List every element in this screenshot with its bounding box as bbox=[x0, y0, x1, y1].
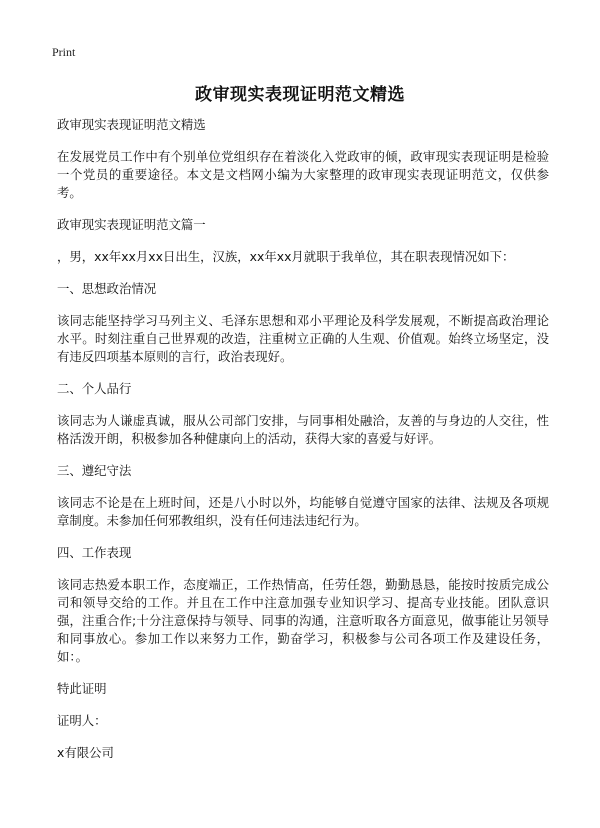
company-name: x有限公司 bbox=[57, 745, 114, 760]
political-paragraph: 该同志能坚持学习马列主义、毛泽东思想和邓小平理论及科学发展观，不断提高政治理论水平。时刻注重自己世界观的改造，注重树立正确的人生观、价值观。始终立场坚定，没有违反四项基本原则的言行，政治表现好。 bbox=[57, 313, 549, 364]
document-body bbox=[57, 116, 549, 762]
section-heading-sample-one: 政审现实表现证明范文篇一 bbox=[57, 217, 206, 232]
law-paragraph: 该同志不论是在上班时间，还是八小时以外，均能够自觉遵守国家的法律、法规及各项规章制度。未参加任何邪教组织，没有任何违法违纪行为。 bbox=[57, 495, 549, 528]
print-link[interactable]: Print bbox=[52, 45, 76, 59]
intro-paragraph: 在发展党员工作中有个别单位党组织存在着淡化入党政审的倾，政审现实表现证明是检验一个党员的重要途径。本文是文档网小编为大家整理的政审现实表现证明范文，仅供参考。 bbox=[57, 149, 549, 200]
work-paragraph: 该同志热爱本职工作，态度端正，工作热情高，任劳任怨，勤勤恳恳，能按时按质完成公司和领导交给的工作。并且在工作中注意加强专业知识学习、提高专业技能。团队意识强，注重合作;十分注意保持与领导、同事的沟通，注意听取各方面意见，做事能让另领导和同事放心。参加工作以来努力工作，勤奋学习，积极参与公司各项工作及建设任务，如：。 bbox=[57, 577, 549, 664]
document-title: 政审现实表现证明范文精选 bbox=[195, 85, 405, 105]
section-heading-political: 一、思想政治情况 bbox=[57, 281, 157, 296]
certification-line: 特此证明 bbox=[57, 681, 107, 696]
character-paragraph: 该同志为人谦虚真诚，服从公司部门安排，与同事相处融洽，友善的与身边的人交往，性格活泼开朗，积极参加各种健康向上的活动，获得大家的喜爱与好评。 bbox=[57, 413, 549, 446]
personal-info-paragraph: ，男，xx年xx月xx日出生，汉族，xx年xx月就职于我单位，其在职表现情况如下： bbox=[57, 249, 515, 264]
section-heading-character: 二、个人品行 bbox=[57, 381, 132, 396]
section-heading-law: 三、遵纪守法 bbox=[57, 463, 132, 478]
certifier-line: 证明人： bbox=[57, 713, 107, 728]
section-heading-work: 四、工作表现 bbox=[57, 545, 132, 560]
subtitle-paragraph: 政审现实表现证明范文精选 bbox=[57, 117, 206, 132]
